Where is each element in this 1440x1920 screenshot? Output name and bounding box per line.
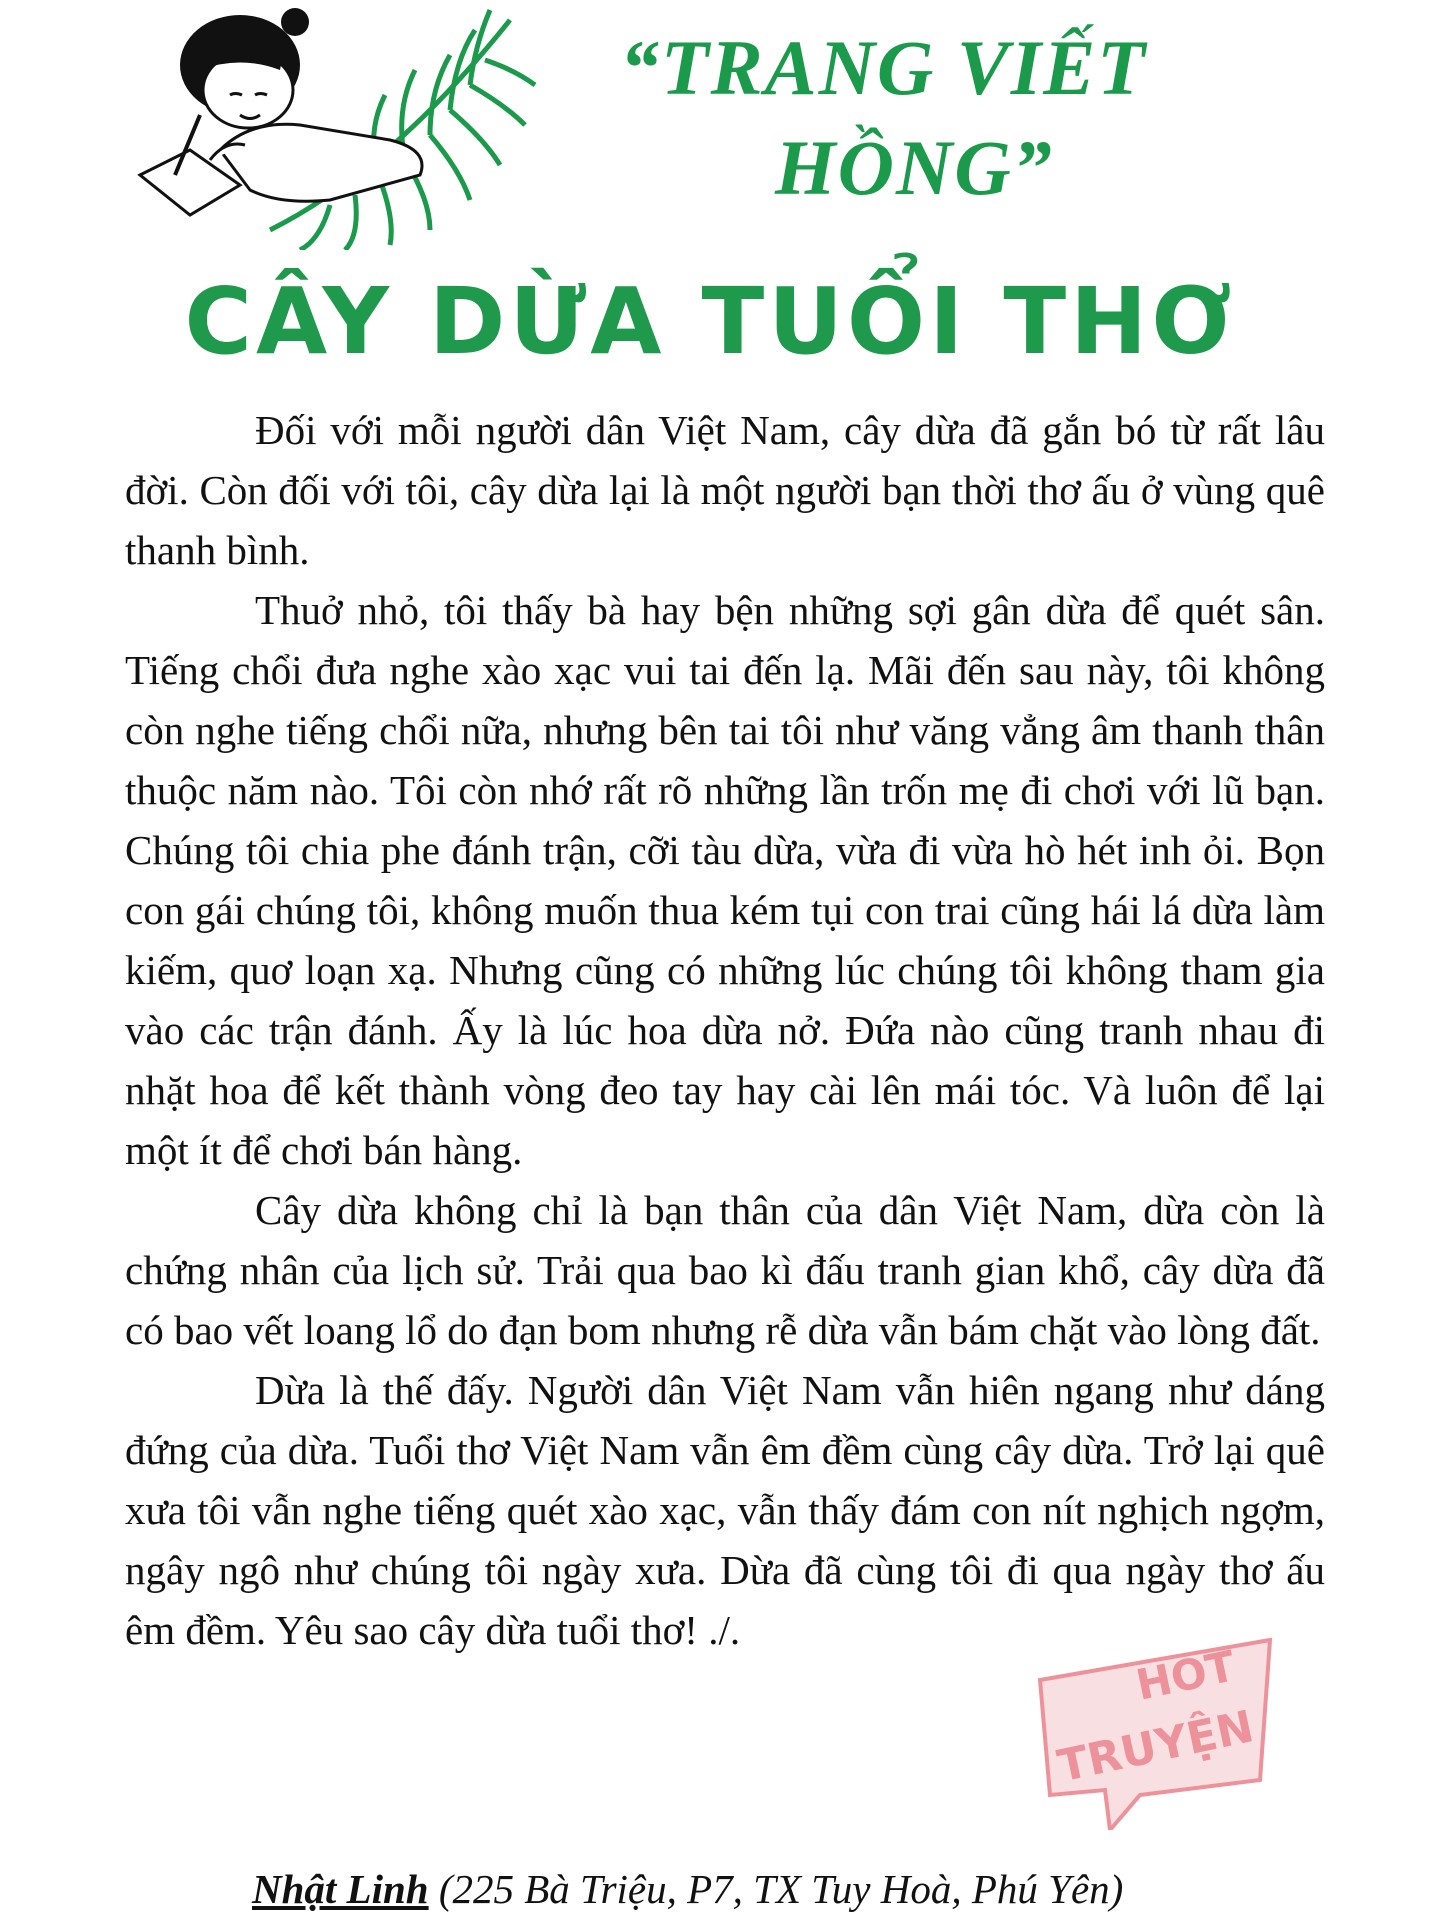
paragraph-4: Dừa là thế đấy. Người dân Việt Nam vẫn hiên ngang như dáng đứng của dừa. Tuổi thơ Việt Nam vẫn êm đềm cùng cây dừa. Trở lại quê xưa tôi vẫn nghe tiếng quét xào xạc, vẫn thấy đám con nít nghịch ngợm, ngây ngô như chúng tôi ngày xưa. Dừa đã cùng tôi đi qua ngày thơ ấu êm đềm. Yêu sao cây dừa tuổi thơ! ./. xyxy=(125,1367,1325,1653)
paragraph-1: Đối với mỗi người dân Việt Nam, cây dừa đã gắn bó từ rất lâu đời. Còn đối với tôi, cây dừa lại là một người bạn thời thơ ấu ở vùng quê thanh bình. xyxy=(125,407,1325,573)
author-address: (225 Bà Triệu, P7, TX Tuy Hoà, Phú Yên) xyxy=(428,1866,1124,1912)
story-title: CÂY DỪA TUỔI THƠ xyxy=(184,268,1236,375)
svg-text:HOT: HOT xyxy=(1131,1641,1240,1710)
svg-text:TRUYỆN: TRUYỆN xyxy=(1053,1701,1259,1793)
child-writing-illustration xyxy=(130,0,540,250)
column-heading-line2: HỒNG” xyxy=(775,124,1054,211)
column-heading xyxy=(620,18,1380,218)
watermark-logo-icon xyxy=(1020,1630,1290,1830)
author-name: Nhật Linh xyxy=(252,1866,429,1912)
article-body xyxy=(125,400,1325,1660)
paper-icon xyxy=(140,150,240,215)
column-heading-line1: “TRANG VIẾT xyxy=(620,24,1147,111)
child-icon xyxy=(180,8,309,128)
signature xyxy=(252,1865,1352,1913)
paragraph-2: Thuở nhỏ, tôi thấy bà hay bện những sợi gân dừa để quét sân. Tiếng chổi đưa nghe xào xạc vui tai đến lạ. Mãi đến sau này, tôi không còn nghe tiếng chổi nữa, nhưng bên tai tôi như văng vẳng âm thanh thân thuộc năm nào. Tôi còn nhớ rất rõ những lần trốn mẹ đi chơi với lũ bạn. Chúng tôi chia phe đánh trận, cỡi tàu dừa, vừa đi vừa hò hét inh ỏi. Bọn con gái chúng tôi, không muốn thua kém tụi con trai cũng hái lá dừa làm kiếm, quơ loạn xạ. Nhưng cũng có những lúc chúng tôi không tham gia vào các trận đánh. Ấy là lúc hoa dừa nở. Đứa nào cũng tranh nhau đi nhặt hoa để kết thành vòng đeo tay hay cài lên mái tóc. Và luôn để lại một ít để chơi bán hàng. xyxy=(125,587,1325,1173)
paragraph-3: Cây dừa không chỉ là bạn thân của dân Việt Nam, dừa còn là chứng nhân của lịch sử. Trải qua bao kì đấu tranh gian khổ, cây dừa đã có bao vết loang lổ do đạn bom nhưng rễ dừa vẫn bám chặt vào lòng đất. xyxy=(125,1187,1325,1353)
